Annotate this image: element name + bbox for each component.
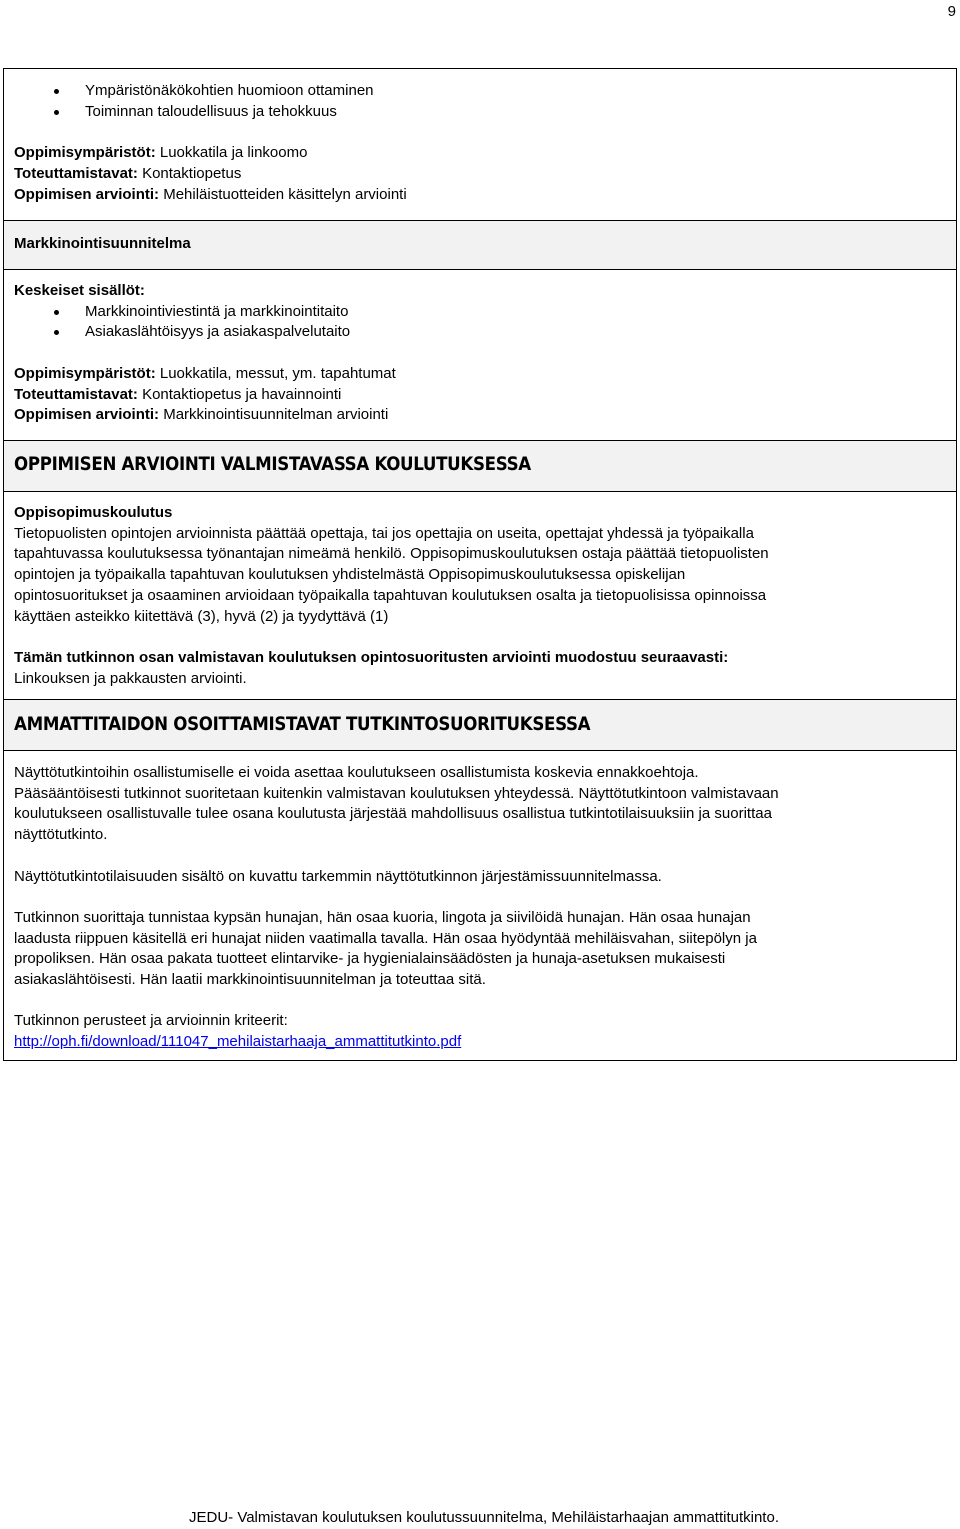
assessment-composition-value: Linkouksen ja pakkausten arviointi. [14,669,247,687]
section-skills-demonstration [4,763,956,1053]
section-assessment [4,503,956,689]
section-title: Markkinointisuunnitelma [14,235,191,252]
paragraph-line: Tietopuolisten opintojen arvioinnista päättää opettaja, tai jos opettajia on useita, opettajat yhdessä ja työpaikalla [14,524,754,542]
criteria-label: Tutkinnon perusteet ja arvioinnin kriteerit: [14,1012,288,1030]
bullet-list [14,302,946,343]
section-title: AMMATTITAIDON OSOITTAMISTAVAT TUTKINTOSUORITUKSESSA [14,714,591,735]
paragraph-line: tapahtuvassa koulutuksessa työnantajan nimeämä henkilö. Oppisopimuskoulutuksen ostaja päättää tietopuolisten [14,545,769,563]
list-item: Markkinointiviestintä ja markkinointitaito [14,302,946,323]
paragraph-line: koulutukseen osallistuvalle tulee osana koulutusta järjestää mahdollisuus osallistua tutkintotilaisuuksiin ja suorittaa [14,805,772,823]
paragraph [14,524,946,628]
paragraph-line: käyttäen asteikko kiitettävä (3), hyvä (2) ja tyydyttävä (1) [14,607,389,625]
paragraph-line: laadusta riippuen käsitellä eri hunajat niiden vaatimalla tavalla. Hän osaa hyödyntää mehiläisvahan, siitepölyn ja [14,929,757,947]
apprenticeship-heading: Oppisopimuskoulutus [14,504,173,521]
section-previous-unit [4,81,956,205]
assessment-line: Oppimisen arviointi: Markkinointisuunnitelman arviointi [14,406,389,424]
section-marketing-plan [4,281,956,426]
paragraph [14,908,946,991]
criteria-link[interactable]: http://oph.fi/download/111047_mehilaistarhaaja_ammattitutkinto.pdf [14,1033,462,1051]
learning-environments-line: Oppimisympäristöt: Luokkatila, messut, ym. tapahtumat [14,364,396,382]
implementation-methods-line: Toteuttamistavat: Kontaktiopetus ja havainnointi [14,385,342,403]
paragraph-line: Näyttötutkintotilaisuuden sisältö on kuvattu tarkemmin näyttötutkinnon järjestämissuunnitelmassa. [14,867,662,885]
assessment-composition-heading: Tämän tutkinnon osan valmistavan koulutuksen opintosuoritusten arviointi muodostuu seuraavasti: [14,648,729,666]
content-frame [3,68,957,1061]
list-item: Asiakaslähtöisyys ja asiakaspalvelutaito [14,322,946,343]
paragraph-line: Näyttötutkintoihin osallistumiselle ei voida asettaa koulutukseen osallistumista koskevia ennakkoehtoja. [14,764,699,781]
learning-environments-line: Oppimisympäristöt: Luokkatila ja linkoomo [14,144,308,162]
paragraph-line: opintojen ja työpaikalla tapahtuvan koulutuksen yhdistelmästä Oppisopimuskoulutuksessa opiskelijan [14,566,686,584]
paragraph-line: Tutkinnon suorittaja tunnistaa kypsän hunajan, hän osaa kuoria, lingota ja siivilöidä hunajan. Hän osaa hunajan [14,908,751,926]
paragraph-line: asiakaslähtöisesti. Hän laatii markkinointisuunnitelman ja toteuttaa sitä. [14,971,486,988]
paragraph-line: näyttötutkinto. [14,826,108,844]
paragraph [14,763,946,846]
paragraph-line: propoliksen. Hän osaa pakata tuotteet elintarvike- ja hygienialainsäädösten ja hunaja-asetuksen mukaisesti [14,950,726,968]
section-band-marketing-plan [4,220,956,270]
section-band-assessment [4,440,956,492]
implementation-methods-line: Toteuttamistavat: Kontaktiopetus [14,164,242,182]
section-band-skills-demonstration [4,699,956,751]
paragraph-line: Pääsääntöisesti tutkinnot suoritetaan kuitenkin valmistavan koulutuksen yhteydessä. Näyttötutkintoon valmistavaan [14,784,779,802]
bullet-list [14,81,946,122]
list-item: Toiminnan taloudellisuus ja tehokkuus [14,102,946,123]
key-contents-heading: Keskeiset sisällöt: [14,282,145,299]
section-title: OPPIMISEN ARVIOINTI VALMISTAVASSA KOULUTUKSESSA [14,454,531,475]
list-item: Ympäristönäkökohtien huomioon ottaminen [14,81,946,102]
assessment-line: Oppimisen arviointi: Mehiläistuotteiden käsittelyn arviointi [14,185,407,203]
paragraph-line: opintosuoritukset ja osaaminen arvioidaan työpaikalla tapahtuvan koulutuksen osalta ja tietopuolisissa opinnoissa [14,586,767,604]
page-footer: JEDU- Valmistavan koulutuksen koulutussuunnitelma, Mehiläistarhaajan ammattitutkinto. [188,1509,779,1526]
paragraph [14,867,946,888]
page-number: 9 [947,3,956,20]
